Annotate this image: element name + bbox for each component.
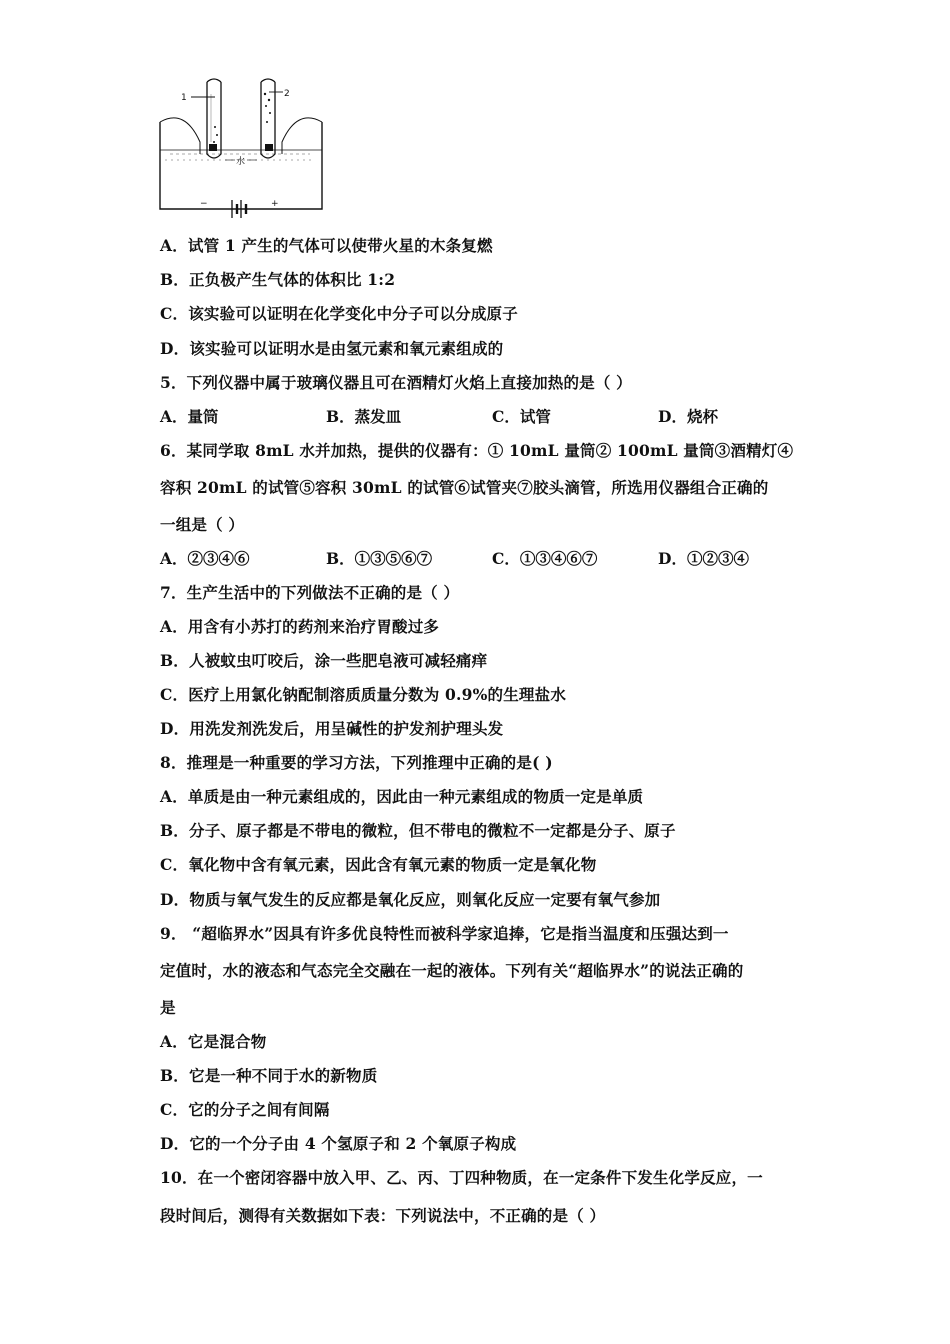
q7-option-a: A．用含有小苏打的药剂来治疗胃酸过多 — [160, 617, 440, 636]
q7-option-b: B．人被蚊虫叮咬后，涂一些肥皂液可减轻痛痒 — [160, 651, 488, 670]
q9-option-a: A．它是混合物 — [160, 1032, 267, 1051]
q9-stem-line-3: 是 — [160, 998, 176, 1017]
electrolysis-apparatus-figure — [155, 72, 327, 218]
q7-stem: 7．生产生活中的下列做法不正确的是（ ） — [160, 583, 460, 602]
q10-stem-line-2: 段时间后，测得有关数据如下表：下列说法中，不正确的是（ ） — [160, 1206, 606, 1225]
q6-stem-line-1: 6．某同学取 8mL 水并加热，提供的仪器有：① 10mL 量筒② 100mL 量筒③酒精灯④ — [160, 441, 794, 460]
q9-option-d: D．它的一个分子由 4 个氢原子和 2 个氧原子构成 — [160, 1134, 517, 1153]
q6-option-b: B．①③⑤⑥⑦ — [326, 549, 433, 568]
q6-stem-line-3: 一组是（ ） — [160, 515, 245, 534]
q4-option-b: B．正负极产生气体的体积比 1:2 — [160, 270, 396, 289]
q6-option-a: A．②③④⑥ — [160, 549, 250, 568]
water-label: 水 — [236, 157, 246, 167]
q8-option-d: D．物质与氧气发生的反应都是氧化反应，则氧化反应一定要有氧气参加 — [160, 890, 661, 909]
q8-option-c: C．氧化物中含有氧元素，因此含有氧元素的物质一定是氧化物 — [160, 855, 597, 874]
q7-option-d: D．用洗发剂洗发后，用呈碱性的护发剂护理头发 — [160, 719, 504, 738]
q8-stem: 8．推理是一种重要的学习方法，下列推理中正确的是( ) — [160, 753, 553, 772]
q7-option-c: C．医疗上用氯化钠配制溶质质量分数为 0.9%的生理盐水 — [160, 685, 567, 704]
q5-option-a: A．量筒 — [160, 407, 219, 426]
q8-option-a: A．单质是由一种元素组成的，因此由一种元素组成的物质一定是单质 — [160, 787, 644, 806]
q10-stem-line-1: 10．在一个密闭容器中放入甲、乙、丙、丁四种物质，在一定条件下发生化学反应，一 — [160, 1168, 763, 1187]
q9-stem-line-1: 9． “超临界水”因具有许多优良特性而被科学家追捧，它是指当温度和压强达到一 — [160, 924, 729, 943]
q6-stem-line-2: 容积 20mL 的试管⑤容积 30mL 的试管⑥试管夹⑦胶头滴管，所选用仪器组合正确的 — [160, 478, 769, 497]
q4-option-c: C．该实验可以证明在化学变化中分子可以分成原子 — [160, 304, 518, 323]
plus-sign: + — [271, 199, 279, 209]
q4-option-a: A．试管 1 产生的气体可以使带火星的木条复燃 — [160, 236, 493, 255]
q5-option-d: D．烧杯 — [658, 407, 718, 426]
q5-option-c: C．试管 — [492, 407, 551, 426]
q5-option-b: B．蒸发皿 — [326, 407, 402, 426]
q5-stem: 5．下列仪器中属于玻璃仪器且可在酒精灯火焰上直接加热的是（ ） — [160, 373, 632, 392]
q4-option-d: D．该实验可以证明水是由氢元素和氧元素组成的 — [160, 339, 504, 358]
q6-option-d: D．①②③④ — [658, 549, 749, 568]
tube-1-label: 1 — [181, 93, 187, 103]
q6-option-c: C．①③④⑥⑦ — [492, 549, 598, 568]
q9-stem-line-2: 定值时，水的液态和气态完全交融在一起的液体。下列有关“超临界水”的说法正确的 — [160, 961, 744, 980]
tube-2-label: 2 — [284, 89, 290, 99]
minus-sign: − — [200, 199, 208, 209]
q9-option-c: C．它的分子之间有间隔 — [160, 1100, 330, 1119]
q8-option-b: B．分子、原子都是不带电的微粒，但不带电的微粒不一定都是分子、原子 — [160, 821, 676, 840]
q9-option-b: B．它是一种不同于水的新物质 — [160, 1066, 378, 1085]
